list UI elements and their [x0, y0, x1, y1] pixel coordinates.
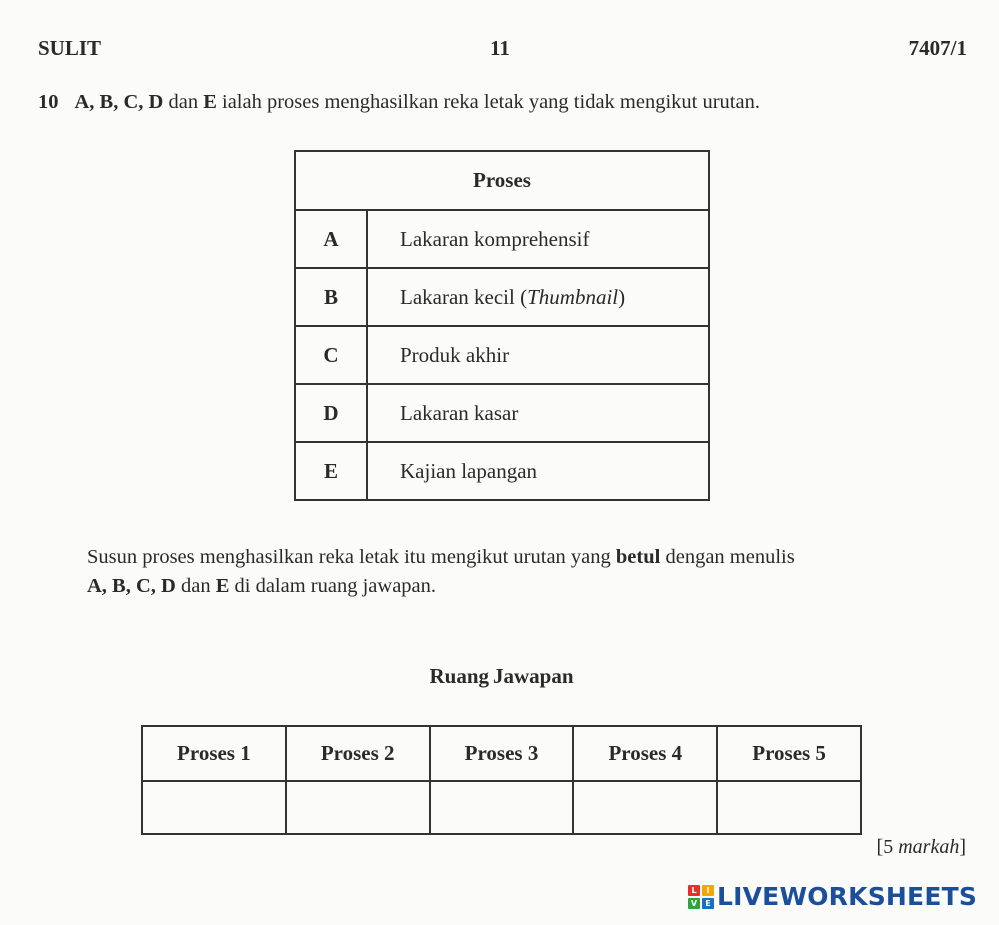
logo-cell: L	[688, 885, 700, 896]
liveworksheets-logo-icon	[688, 885, 714, 909]
table-row	[295, 384, 709, 442]
table-row	[295, 268, 709, 326]
instruction-dan: dan	[175, 575, 216, 597]
logo-cell: I	[702, 885, 714, 896]
row-letter: E	[295, 442, 367, 500]
table-row	[295, 210, 709, 268]
question-line	[38, 91, 760, 114]
instruction-letter-e: E	[215, 575, 230, 597]
marks-word: markah	[898, 836, 960, 858]
instruction-bold: betul	[615, 546, 661, 568]
row-letter: B	[295, 268, 367, 326]
table-row	[295, 326, 709, 384]
logo-cell: E	[702, 898, 714, 909]
answer-col-header: Proses 1	[142, 726, 286, 781]
answer-cell-1[interactable]	[142, 781, 286, 834]
question-letter-e: E	[203, 91, 217, 113]
answer-cell-2[interactable]	[286, 781, 430, 834]
logo-cell: V	[688, 898, 700, 909]
answer-col-header: Proses 2	[286, 726, 430, 781]
row-desc	[367, 268, 709, 326]
answer-col-header: Proses 5	[717, 726, 861, 781]
liveworksheets-text: LIVEWORKSHEETS	[717, 882, 978, 911]
page-number: 11	[490, 36, 510, 60]
marks-open: [5	[876, 836, 899, 858]
row-desc: Lakaran komprehensif	[367, 210, 709, 268]
row-letter: A	[295, 210, 367, 268]
answer-cell-4[interactable]	[573, 781, 717, 834]
answer-title-word1: Ruang	[429, 664, 489, 688]
instruction-part2: dengan menulis	[660, 546, 795, 568]
question-dan: dan	[163, 91, 204, 113]
row-desc-text: Lakaran kecil (	[400, 284, 528, 309]
table-row	[295, 442, 709, 500]
instruction	[87, 543, 977, 601]
instruction-part1: Susun proses menghasilkan reka letak itu mengikut urutan yang	[87, 546, 616, 568]
answer-cell-3[interactable]	[430, 781, 574, 834]
row-letter: D	[295, 384, 367, 442]
answer-col-header: Proses 4	[573, 726, 717, 781]
instruction-letters: A, B, C, D	[87, 575, 176, 597]
row-desc-italic: Thumbnail	[527, 284, 619, 309]
row-letter: C	[295, 326, 367, 384]
answer-cell-5[interactable]	[717, 781, 861, 834]
marks-close: ]	[959, 836, 966, 858]
proses-table-header: Proses	[295, 151, 709, 210]
liveworksheets-brand	[688, 882, 977, 911]
answer-col-header: Proses 3	[430, 726, 574, 781]
row-desc: Lakaran kasar	[367, 384, 709, 442]
question-number: 10	[38, 91, 59, 113]
answer-title	[0, 664, 999, 689]
question-letters: A, B, C, D	[74, 91, 164, 113]
proses-table	[294, 150, 710, 501]
row-desc-end: )	[618, 284, 626, 309]
header-left: SULIT	[38, 36, 102, 60]
answer-title-word2: Jawapan	[493, 664, 574, 688]
answer-table	[141, 725, 862, 835]
marks	[877, 836, 966, 859]
paper-code: 7407/1	[908, 36, 967, 60]
row-desc: Produk akhir	[367, 326, 709, 384]
row-desc: Kajian lapangan	[367, 442, 709, 500]
instruction-part3: di dalam ruang jawapan.	[229, 575, 437, 597]
question-text: ialah proses menghasilkan reka letak yang tidak mengikut urutan.	[216, 91, 760, 113]
